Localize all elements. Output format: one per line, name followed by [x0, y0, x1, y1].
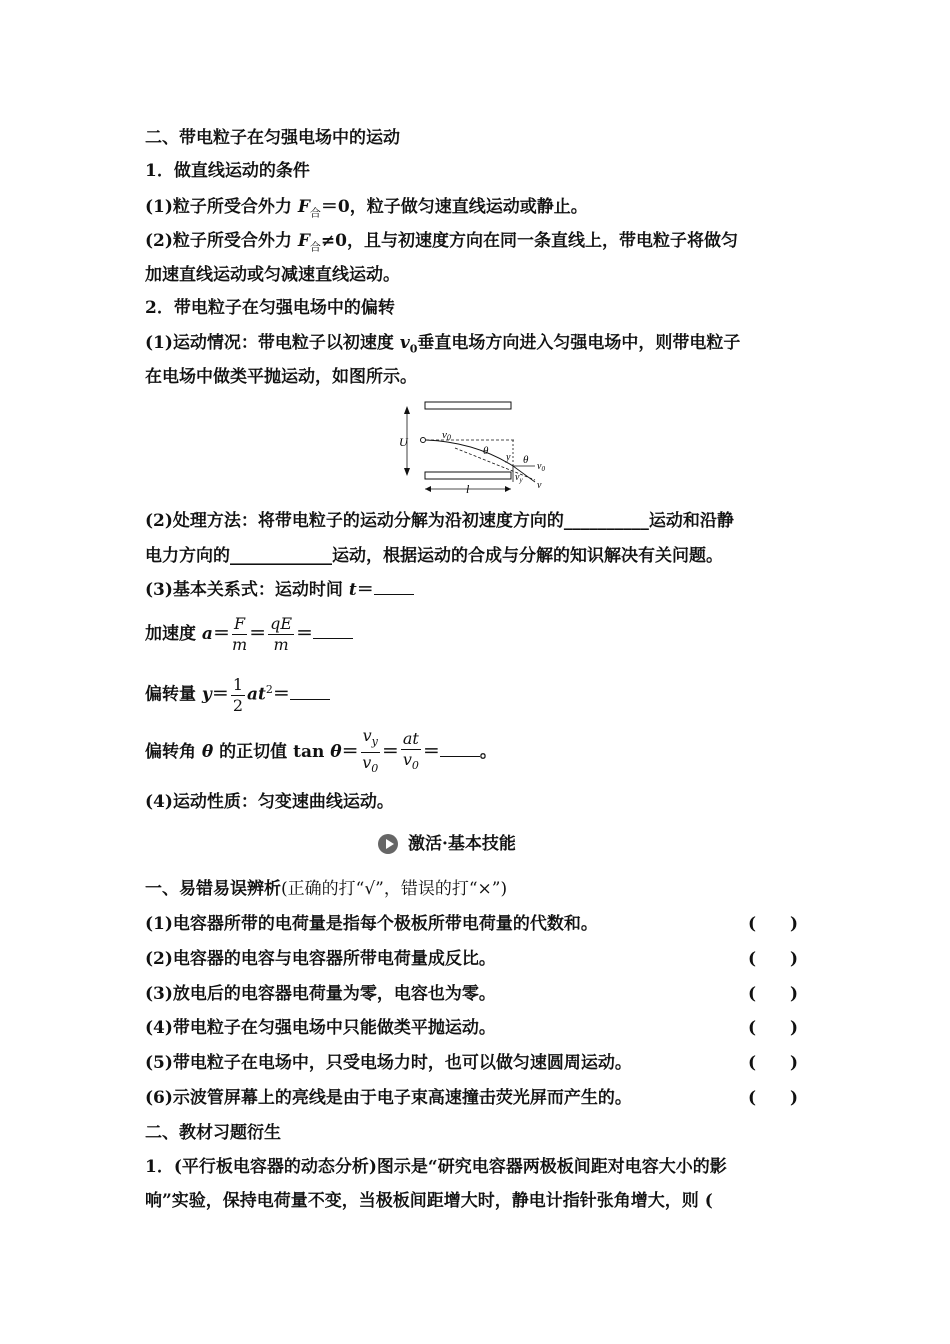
length-label: l [466, 482, 470, 496]
answer-blank[interactable]: ( ) [748, 1088, 799, 1108]
relation-tangent: 偏转角 θ 的正切值 tan θ＝ $\frac{v_y}{v_0}$ ＝ $\frac{at}{v_0}$ ＝ 。 [145, 726, 497, 779]
motion-description: (1)运动情况：带电粒子以初速度 $v_0$垂直电场方向进入匀强电场中，则带电粒子 [145, 333, 741, 356]
method-line-2: 电力方向的____________运动，根据运动的合成与分解的知识解决有关问题。 [145, 546, 723, 566]
fraction-qE-over-m: $\frac{qE}{m}$ [270, 614, 293, 654]
section-title: 二、带电粒子在匀强电场中的运动 [145, 128, 400, 148]
fraction-vy-over-v0: $\frac{v_y}{v_0}$ [362, 726, 379, 776]
voltage-arrow-up-head [404, 406, 410, 414]
voltage-arrow-down-head [404, 468, 410, 476]
condition-1: (1)粒子所受合外力 $F_合=0$，粒子做匀速直线运动或静止。 [145, 197, 588, 220]
label-v0-component: $v_0$ [537, 461, 545, 473]
label-v0: v0 [442, 429, 451, 442]
relation-deflection: 偏转量 y＝ $\frac{1}{2}$ $at^2=$ [145, 668, 330, 717]
length-arrow-left-head [425, 486, 431, 492]
quiz-item: (5)带电粒子在电场中，只受电场力时，也可以做匀速圆周运动。 [145, 1053, 632, 1073]
subsection-title-linear: 1．做直线运动的条件 [145, 161, 310, 181]
quiz-item: (6)示波管屏幕上的亮线是由于电子束高速撞击荧光屏而产生的。 [145, 1088, 632, 1108]
quiz-item: (3)放电后的电容器电荷量为零，电容也为零。 [145, 984, 496, 1004]
answer-blank[interactable]: ( ) [748, 914, 799, 934]
banner-text: 激活·基本技能 [408, 834, 516, 854]
fraction-F-over-m: $\frac{F}{m}$ [231, 614, 248, 654]
condition-2-cont: 加速直线运动或匀减速直线运动。 [145, 265, 400, 285]
method-line-1: (2)处理方法：将带电粒子的运动分解为沿初速度方向的__________运动和沿静 [145, 511, 734, 531]
quiz-item: (2)电容器的电容与电容器所带电荷量成反比。 [145, 949, 496, 969]
play-circle-icon [378, 834, 398, 854]
motion-property: (4)运动性质：匀变速曲线运动。 [145, 792, 394, 812]
label-theta-1: θ [483, 445, 489, 457]
relation-time: (3)基本关系式：运动时间 t＝ [145, 579, 414, 601]
answer-blank[interactable]: ( ) [748, 1018, 799, 1038]
condition-2: (2)粒子所受合外力 $F_合\ne 0$，且与初速度方向在同一条直线上，带电粒子将做匀 [145, 231, 738, 254]
quiz-item: (1)电容器所带的电荷量是指每个极板所带电荷量的代数和。 [145, 914, 598, 934]
blank-acceleration[interactable] [313, 624, 353, 639]
answer-blank[interactable]: ( ) [748, 1053, 799, 1073]
fraction-one-half: $\frac{1}{2}$ [232, 674, 243, 715]
fraction-at-over-v0: $\frac{at}{v_0}$ [402, 729, 419, 773]
relation-acceleration: 加速度 a＝ $\frac{F}{m}$ ＝ $\frac{qE}{m}$ ＝ [145, 612, 353, 656]
label-v: v [537, 480, 542, 491]
section-banner [378, 833, 516, 855]
label-y: y [506, 452, 511, 463]
blank-deflection[interactable] [290, 685, 330, 700]
blank-tangent[interactable] [440, 742, 480, 757]
quiz-item: (4)带电粒子在匀强电场中只能做类平抛运动。 [145, 1018, 496, 1038]
lower-plate [425, 472, 511, 479]
blank-time[interactable] [374, 580, 414, 595]
answer-blank[interactable]: ( ) [748, 984, 799, 1004]
quiz-title: 一、易错易误辨析(正确的打“√”，错误的打“×”) [145, 879, 508, 899]
answer-blank[interactable]: ( ) [748, 949, 799, 969]
label-vy: $v_y$ [515, 472, 523, 484]
label-theta-2: θ [523, 454, 529, 466]
voltage-label: U [399, 435, 408, 449]
particle [421, 438, 426, 443]
motion-description-cont: 在电场中做类平抛运动，如图所示。 [145, 367, 417, 387]
textbook-q1-cont: 响”实验，保持电荷量不变，当极板间距增大时，静电计指针张角增大，则 ( [145, 1191, 713, 1211]
upper-plate [425, 402, 511, 409]
subsection-title-deflection: 2．带电粒子在匀强电场中的偏转 [145, 298, 395, 318]
length-arrow-right-head [505, 486, 511, 492]
textbook-title: 二、教材习题衍生 [145, 1123, 281, 1143]
deflection-diagram [395, 398, 565, 498]
trajectory [426, 440, 513, 466]
textbook-q1: 1．(平行板电容器的动态分析)图示是“研究电容器两极板间距对电容大小的影 [145, 1157, 727, 1177]
